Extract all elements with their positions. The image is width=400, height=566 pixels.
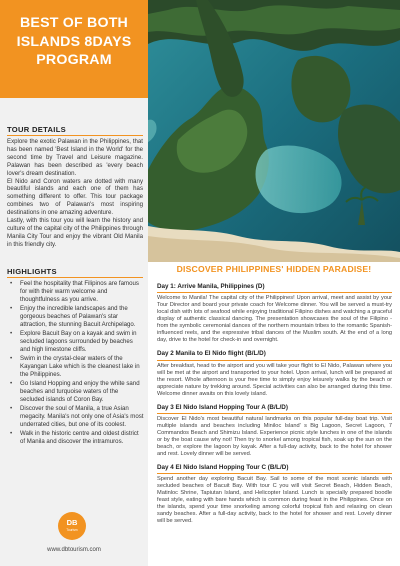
day-description: Discover El Nido's most beautiful natural landmarks on this popular full-day boat trip. Visit multiple islands and beaches including Miniloc Island' s Big Lagoon, Secret Lagoon, 7 Commandos Beach and Shimizu Island. Experience picnic style lunches in one of the islands or by the boat cause why not! Then try to snorkel among tropical fish, soak up the sun on the beach, or explore the lagoon by kayak. After a full-day activity, back to the hotel for shower and rest. Lovely dinner will be served. <box>157 415 392 457</box>
tour-details-paragraph: Explore the exotic Palawan in the Philippines, that has been named 'Best Island in the World' for the second time by Travel and Leisure magazine. Palawan has been described as 'every beach lover's dream destination. <box>7 138 143 177</box>
lagoon-photo <box>148 0 400 262</box>
day-title: Day 3 El Nido Island Hopping Tour A (B/L/D) <box>157 403 288 411</box>
program-title-line: BEST OF BOTH <box>19 15 129 31</box>
program-title-line: ISLANDS 8DAYS <box>16 33 132 50</box>
itinerary <box>157 283 392 531</box>
day-title: Day 4 El Nido Island Hopping Tour C (B/L/D) <box>157 463 289 471</box>
logo-letters: DB <box>66 518 78 527</box>
day-divider <box>157 473 392 474</box>
highlight-item: • Discover the soul of Manila, a true Asian megacity. Manila's not only one of Asia's most underrated cities, but one of its coolest. <box>7 405 144 428</box>
itinerary-day <box>157 283 392 345</box>
day-description: Welcome to Manila! The capital city of the Philippines! Upon arrival, meet and assist by your Tour Director and board your private coach for Welcome dinner. You will be served a must-try local dish with lots of seafood while enjoying traditional Filipino dishes and watching a graceful display of authentic classical dancing. The presentation showcases the soul of the Filipino - from the symbolic ceremonial dances of the northern mountain tribes to the romantic Spanish-influenced reels, and the expressive tribal dances of the Muslim south. At the end of a long day, drive to the hotel for check-in and overnight. <box>157 295 392 344</box>
itinerary-day <box>157 350 392 397</box>
day-description: Spend another day exploring Bacuit Bay. Sail to some of the most scenic islands with secluded beaches of Bacuit Bay. With tour C you will visit Secret Beach, Hidden Beach, Matinloc Shrine, Tapiutan Island, and Helicopter Island. Lunch is specially prepared boodle feast style, eating with bare hands which is common during feast in the Philippines. Once on the islands, spend your time snorkeling among colorful tropical fish and relaxing on clean sandy beaches. After a full-day activity, back to the hotel for shower and rest. Lovely dinner will be served. <box>157 475 392 525</box>
highlights-divider <box>7 277 143 278</box>
tour-details-paragraph: Lastly, with this tour you will learn the history and culture of the capital city of the Philippines through Manila City Tour and enjoy the vibrant Old Manila in this friendly city. <box>7 217 143 248</box>
lagoon-photo-illustration <box>148 0 400 262</box>
tour-details-text <box>7 138 143 249</box>
day-divider <box>157 413 392 414</box>
highlight-item: • Feel the hospitality that Filipinos are famous for with their warm welcome and thoughtfulness as you arrive. <box>7 280 144 303</box>
highlight-item: • Walk in the historic centre and oldest district of Manila and discover the intramuros. <box>7 430 144 446</box>
highlight-item: • Go Island Hopping and enjoy the white sand beaches and turquoise waters of the secluded islands of Coron Bay. <box>7 380 144 403</box>
highlight-item: • Enjoy the incredible landscapes and the gorgeous beaches of Palawan's star attraction, the stunning Bacuit Archipelago. <box>7 305 144 328</box>
highlights-heading: HIGHLIGHTS <box>7 267 57 276</box>
day-description: After breakfast, head to the airport and you will take your flight to El Nido, Palawan where you will be met at the airport and transported to your hotel. Upon arrival, lunch will be prepared at the resort. Whole afternoon is your free time to simply enjoy leisurely walks by the beach or appreciate nature by trekking around. Special activities can also be arranged during this time. Welcome dinner awaits on this lovely island. <box>157 362 392 397</box>
website-url: www.dbtourism.com <box>47 547 101 553</box>
day-title: Day 2 Manila to El Nido flight (B/L/D) <box>157 350 266 358</box>
day-divider <box>157 292 392 293</box>
day-divider <box>157 360 392 361</box>
highlight-item: • Explore Bacuit Bay on a kayak and swim in secluded lagoons surrounded by beaches and high limestone cliffs. <box>7 330 144 353</box>
program-title-line: PROGRAM <box>36 52 112 68</box>
highlight-item: • Swim in the crystal-clear waters of the Kayangan Lake which is the cleanest lake in the Philippines. <box>7 355 144 378</box>
tour-details-divider <box>7 135 143 136</box>
day-title: Day 1: Arrive Manila, Philippines (D) <box>157 283 265 290</box>
itinerary-day <box>157 464 392 526</box>
program-title-box <box>0 0 148 98</box>
discover-banner: DISCOVER PHILIPPINES' HIDDEN PARADISE! <box>176 264 372 274</box>
highlights-list <box>7 280 144 447</box>
tour-details-paragraph: El Nido and Coron waters are dotted with many beautiful islands and each one of them has something different to offer. This tour package combines two of Palawan's most inspiring destinations in one amazing adventure. <box>7 177 143 217</box>
db-tourism-logo <box>58 512 86 540</box>
logo-subtext: Tourism <box>66 528 78 532</box>
tour-details-heading: TOUR DETAILS <box>7 125 67 134</box>
itinerary-day <box>157 404 392 458</box>
